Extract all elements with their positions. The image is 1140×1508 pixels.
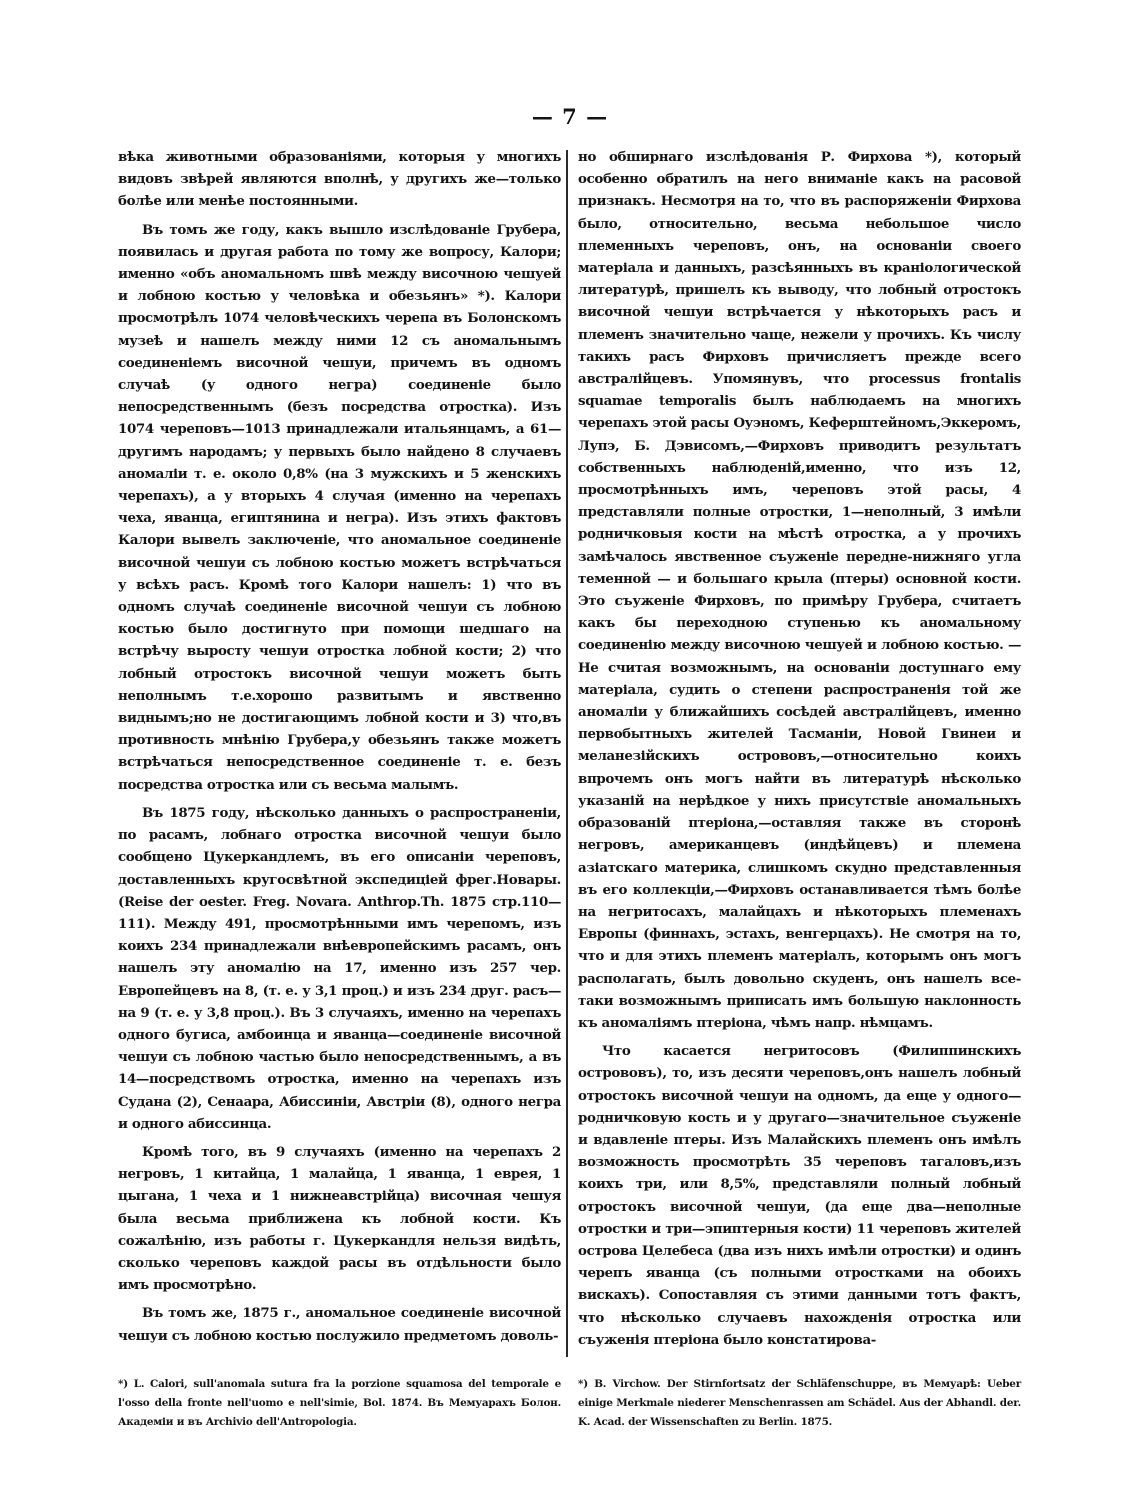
page-number: — 7 —: [531, 104, 609, 129]
right-column: [578, 146, 1021, 1357]
footnote-left: *) L. Calori, sull'anomala sutura fra la porzione squamosa del temporale e l'osso della fronte nell'uomo e nell'simie, Bol. 1874. Въ Мемуарахъ Болон. Академіи и въ Archivio dell'Antropologia.: [118, 1378, 561, 1428]
paragraph: Кромѣ того, въ 9 случаяхъ (именно на черепахъ 2 негровъ, 1 китайца, 1 малайца, 1 яванца, 1 еврея, 1 цыгана, 1 чеха и 1 нижнеавстрійца) височная чешуя была весьма приближена къ лобной кости. Къ сожалѣнію, изъ работы г. Цукеркандля нельзя видѣть, сколько череповъ каждой расы въ отдѣльности было имъ просмотрѣно.: [118, 1143, 561, 1294]
paragraph: вѣка животными образованіями, которыя у многихъ видовъ звѣрей являются вполнѣ, у другихъ же—только болѣе или менѣе постоянными.: [118, 149, 561, 210]
paragraph: Въ томъ же году, какъ вышло изслѣдованіе Грубера, появилась и другая работа по тому же вопросу, Калори; именно «объ аномальномъ швѣ между височною чешуей и лобною костью у человѣка и обезьянъ» *). Калори просмотрѣлъ 1074 человѣческихъ черепа въ Болонскомъ музеѣ и нашелъ между ними 12 съ аномальнымъ соединеніемъ височной чешуи, причемъ въ одномъ случаѣ (у одного негра) соединеніе было непосредственнымъ (безъ посредства отростка). Изъ 1074 череповъ—1013 принадлежали итальянцамъ, а 61—другимъ народамъ; у первыхъ было найдено 8 случаевъ аномаліи т. е. около 0,8% (на 3 мужскихъ и 5 женскихъ черепахъ), а у вторыхъ 4 случая (именно на черепахъ чеха, яванца, египтянина и негра). Изъ этихъ фактовъ Калори вывелъ заключеніе, что аномальное соединеніе височной чешуи съ лобною костью можетъ встрѣчаться у всѣхъ расъ. Кромѣ того Калори нашелъ: 1) что въ одномъ случаѣ соединеніе височной чешуи съ лобною костью было достигнуто при помощи шедшаго на встрѣчу выросту чешуи отростка лобной кости; 2) что лобный отростокъ височной чешуи можетъ быть неполнымъ т.е.хорошо развитымъ и явственно виднымъ;но не достигающимъ лобной кости и 3) что,въ противность мнѣнію Грубера,у обезьянъ также можетъ встрѣчаться непосредственное соединеніе т. е. безъ посредства отростка или съ весьма малымъ.: [118, 221, 561, 793]
footnote-right: *) B. Virchow. Der Stirnfortsatz der Schläfenschuppe, въ Мемуарѣ: Ueber einige Merkmale niederer Menschenrassen am Schädel. Aus der Abhandl. der. K. Acad. der Wissenschaften zu Berlin. 1875.: [578, 1378, 1021, 1428]
paragraph: Въ томъ же, 1875 г., аномальное соединеніе височной чешуи съ лобною костью послужило предметомъ доволь-: [118, 1305, 561, 1344]
column-divider: [566, 150, 568, 1357]
left-column: [118, 146, 561, 1353]
paragraph: Въ 1875 году, нѣсколько данныхъ о распространеніи, по расамъ, лобнаго отростка височной чешуи было сообщено Цукеркандлемъ, въ его описаніи череповъ, доставленныхъ кругосвѣтной экспедиціей фрег.Новары. (Reise der oester. Freg. Novara. Anthrop.Th. 1875 стр.110—111). Между 491, просмотрѣнными имъ черепомъ, изъ коихъ 234 принадлежали внѣевропейскимъ расамъ, онъ нашелъ эту аномалію на 17, именно изъ 257 чер. Европейцевъ на 8, (т. е. у 3,1 проц.) и изъ 234 друг. расъ—на 9 (т. е. у 3,8 проц.). Въ 3 случаяхъ, именно на черепахъ одного бугиса, амбоинца и яванца—соединеніе височной чешуи съ лобною частью было непосредственнымъ, а въ 14—посредствомъ отростка, именно на черепахъ изъ Судана (2), Сенаара, Абиссиніи, Австріи (8), одного негра и одного абиссинца.: [118, 804, 561, 1132]
paragraph: Что касается негритосовъ (Филиппинскихъ острововъ), то, изъ десяти череповъ,онъ нашелъ лобный отростокъ височной чешуи на одномъ, да еще у одного—родничковую кость и у другаго—значительное съуженіе и вдавленіе птеры. Изъ Малайскихъ племенъ онъ имѣлъ возможность просмотрѣть 35 череповъ тагаловъ,изъ коихъ три, или 8,5%, представляли полный лобный отростокъ височной чешуи, (да еще два—неполные отростки и три—эпиптерныя кости) 11 череповъ жителей острова Целебеса (два изъ нихъ имѣли отростки) и одинъ черепъ яванца (съ полными отростками на обоихъ вискахъ). Сопоставляя съ этими данными тотъ фактъ, что нѣсколько случаевъ нахожденія отростка или съуженія птеріона было констатирова-: [578, 1043, 1021, 1348]
paragraph: но обширнаго изслѣдованія Р. Фирхова *), который особенно обратилъ на него вниманіе какъ на расовой признакъ. Несмотря на то, что въ распоряженіи Фирхова было, относительно, весьма небольшое число племенныхъ череповъ, онъ, на основаніи своего матеріала и данныхъ, разсѣянныхъ въ краніологической литературѣ, пришелъ къ выводу, что лобный отростокъ височной чешуи встрѣчается у нѣкоторыхъ расъ и племенъ значительно чаще, нежели у прочихъ. Къ числу такихъ расъ Фирховъ причисляетъ прежде всего австралійцевъ. Упомянувъ, что processus frontalis squamae temporalis былъ наблюдаемъ на многихъ черепахъ этой расы Оуэномъ, Кеферштейномъ,Эккеромъ, Лупэ, Б. Дэвисомъ,—Фирховъ приводитъ результатъ собственныхъ наблюденій,именно, что изъ 12, просмотрѣнныхъ имъ, череповъ этой расы, 4 представляли полные отростки, 1—неполный, 3 имѣли родничковыя кости на мѣстѣ отростка, а у прочихъ замѣчалось явственное съуженіе передне-нижняго угла теменной — и большаго крыла (птеры) основной кости. Это съуженіе Фирховъ, по примѣру Грубера, считаетъ какъ бы переходною ступенью къ аномальному соединенію между височною чешуей и лобною костью. — Не считая возможнымъ, на основаніи доступнаго ему матеріала, судить о степени распространенія той же аномаліи у ближайшихъ сосѣдей австралійцевъ, именно первобытныхъ жителей Тасманіи, Новой Гвинеи и меланезійскихъ острововъ,—относительно коихъ впрочемъ онъ могъ найти въ литературѣ нѣсколько указаній на нерѣдкое у нихъ присутствіе аномальныхъ образованій птеріона,—оставляя также въ сторонѣ негровъ, американцевъ (индѣйцевъ) и племена азіатскаго материка, слишкомъ скудно представленныя въ его коллекціи,—Фирховъ останавливается тѣмъ болѣе на негритосахъ, малайцахъ и нѣкоторыхъ племенахъ Европы (финнахъ, эстахъ, венгерцахъ). Не смотря на то, что и для этихъ племенъ матеріалъ, которымъ онъ могъ располагать, былъ довольно скуденъ, онъ нашелъ все-таки возможнымъ приписать имъ большую наклонность къ аномаліямъ птеріона, чѣмъ напр. нѣмцамъ.: [578, 149, 1021, 1031]
